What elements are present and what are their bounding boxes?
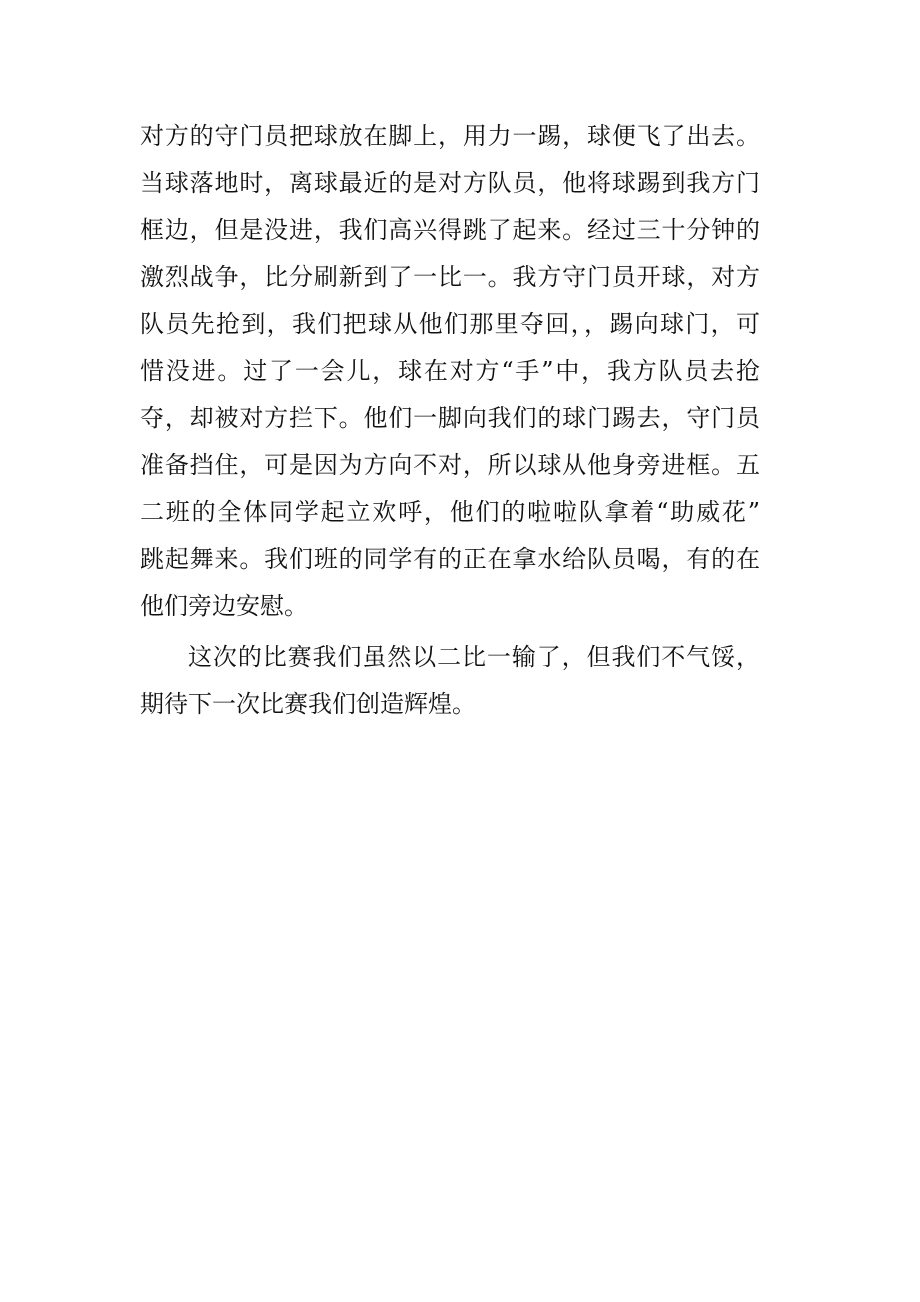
- paragraph-line: 跳起舞来。我们班的同学有的正在拿水给队员喝，有的在: [140, 545, 760, 573]
- paragraph-line: 这次的比赛我们虽然以二比一输了，但我们不气馁，: [188, 643, 760, 671]
- paragraph-line: 他们旁边安慰。: [140, 592, 308, 620]
- paragraph-line: 惜没进。过了一会儿，球在对方“手”中，我方队员去抢: [140, 357, 760, 385]
- paragraph-line: 当球落地时，离球最近的是对方队员，他将球踢到我方门: [140, 169, 760, 197]
- paragraph-line: 队员先抢到，我们把球从他们那里夺回，，踢向球门，可: [140, 310, 760, 338]
- paragraph-line: 夺，却被对方拦下。他们一脚向我们的球门踢去，守门员: [140, 404, 760, 432]
- article-body: [140, 113, 760, 728]
- paragraph-2: [140, 634, 760, 728]
- paragraph-line: 二班的全体同学起立欢呼，他们的啦啦队拿着“助威花”: [140, 498, 760, 526]
- paragraph-line: 期待下一次比赛我们创造辉煌。: [140, 690, 476, 718]
- paragraph-line: 准备挡住，可是因为方向不对，所以球从他身旁进框。五: [140, 451, 760, 479]
- paragraph-line: 框边，但是没进，我们高兴得跳了起来。经过三十分钟的: [140, 216, 760, 244]
- paragraph-1: [140, 113, 760, 630]
- paragraph-line: 激烈战争，比分刷新到了一比一。我方守门员开球，对方: [140, 263, 760, 291]
- paragraph-line: 对方的守门员把球放在脚上，用力一踢，球便飞了出去。: [140, 122, 760, 150]
